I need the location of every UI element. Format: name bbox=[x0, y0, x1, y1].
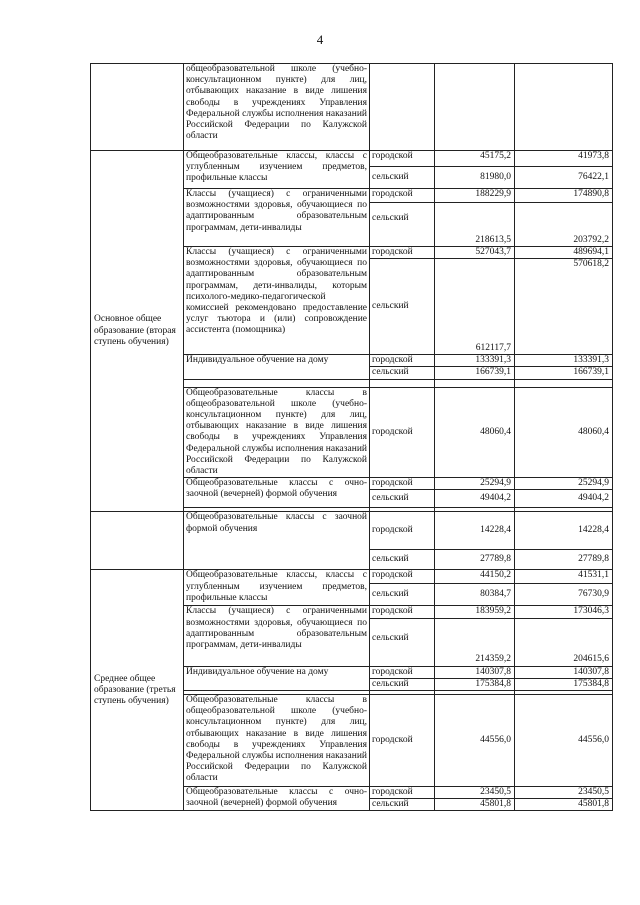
value-cell bbox=[515, 64, 613, 151]
area-cell: сельский bbox=[370, 799, 435, 811]
value-cell: 166739,1 bbox=[515, 367, 613, 379]
description-cell: Общеобразовательные классы с очно-заочной (вечерней) формой обучения bbox=[184, 478, 370, 508]
value-cell bbox=[435, 64, 515, 151]
value-cell: 175384,8 bbox=[435, 678, 515, 690]
area-cell bbox=[370, 64, 435, 151]
area-cell: сельский bbox=[370, 259, 435, 355]
spacer-cell bbox=[435, 379, 515, 387]
value-cell: 80384,7 bbox=[435, 584, 515, 606]
area-cell: сельский bbox=[370, 584, 435, 606]
level-cell-empty bbox=[91, 64, 184, 151]
area-cell: городской bbox=[370, 387, 435, 478]
value-cell: 44556,0 bbox=[435, 695, 515, 787]
value-cell: 612117,7 bbox=[435, 259, 515, 355]
value-cell: 527043,7 bbox=[435, 247, 515, 259]
value-cell: 41531,1 bbox=[515, 570, 613, 584]
area-cell: городской bbox=[370, 151, 435, 167]
area-cell: городской bbox=[370, 570, 435, 584]
area-cell: городской bbox=[370, 189, 435, 203]
area-cell: сельский bbox=[370, 367, 435, 379]
area-cell: городской bbox=[370, 478, 435, 490]
value-cell: 45801,8 bbox=[435, 799, 515, 811]
value-cell: 25294,9 bbox=[435, 478, 515, 490]
value-cell: 23450,5 bbox=[515, 787, 613, 799]
value-cell: 41973,8 bbox=[515, 151, 613, 167]
area-cell: городской bbox=[370, 787, 435, 799]
value-cell: 14228,4 bbox=[515, 512, 613, 550]
value-cell: 166739,1 bbox=[435, 367, 515, 379]
value-cell: 203792,2 bbox=[515, 203, 613, 247]
area-cell: городской bbox=[370, 355, 435, 367]
description-cell: Общеобразовательные классы с заочной формой обучения bbox=[184, 512, 370, 570]
table-row bbox=[91, 151, 613, 167]
value-cell: 45801,8 bbox=[515, 799, 613, 811]
description-cell: общеобразовательной школе (учебно-консультационном пункте) для лиц, отбывающих наказание в виде лишения свободы в учреждениях Управления Федеральной службы исполнения наказаний Российской Федерации по Калужской области bbox=[184, 64, 370, 151]
value-cell: 76422,1 bbox=[515, 167, 613, 189]
level-cell-empty bbox=[91, 512, 184, 570]
cost-norms-table bbox=[90, 63, 613, 811]
value-cell: 23450,5 bbox=[435, 787, 515, 799]
description-cell: Классы (учащиеся) с ограниченными возможностями здоровья, обучающиеся по адаптированным образовательным программам, дети-инвалиды bbox=[184, 189, 370, 247]
value-cell: 49404,2 bbox=[435, 490, 515, 508]
spacer-cell bbox=[370, 379, 435, 387]
description-cell: Индивидуальное обучение на дому bbox=[184, 666, 370, 690]
area-cell: сельский bbox=[370, 678, 435, 690]
spacer-cell bbox=[515, 379, 613, 387]
description-cell: Общеобразовательные классы с очно-заочной (вечерней) формой обучения bbox=[184, 787, 370, 811]
value-cell: 48060,4 bbox=[515, 387, 613, 478]
value-cell: 188229,9 bbox=[435, 189, 515, 203]
value-cell: 489694,1 bbox=[515, 247, 613, 259]
table-row bbox=[91, 570, 613, 584]
description-cell: Общеобразовательные классы в общеобразовательной школе (учебно-консультационном пункте) для лиц, отбывающих наказание в виде лишения свободы в учреждениях Управления Федеральной службы исполнения наказаний Российской Федерации по Калужской области bbox=[184, 695, 370, 787]
value-cell: 81980,0 bbox=[435, 167, 515, 189]
value-cell: 25294,9 bbox=[515, 478, 613, 490]
area-cell: сельский bbox=[370, 550, 435, 570]
page-number: 4 bbox=[316, 32, 324, 47]
value-cell: 14228,4 bbox=[435, 512, 515, 550]
area-cell: городской bbox=[370, 247, 435, 259]
value-cell: 44150,2 bbox=[435, 570, 515, 584]
description-cell: Классы (учащиеся) с ограниченными возможностями здоровья, обучающиеся по адаптированным образовательным программам, дети-инвалиды, которым психолого-медико-педагогической комиссией рекомендовано предоставление услуг тьютора и (или) сопровождение ассистента (помощника) bbox=[184, 247, 370, 355]
area-cell: сельский bbox=[370, 167, 435, 189]
value-cell: 133391,3 bbox=[515, 355, 613, 367]
value-cell: 140307,8 bbox=[515, 666, 613, 678]
table-row bbox=[91, 64, 613, 151]
description-cell: Индивидуальное обучение на дому bbox=[184, 355, 370, 379]
area-cell: городской bbox=[370, 695, 435, 787]
area-cell: городской bbox=[370, 666, 435, 678]
value-cell: 174890,8 bbox=[515, 189, 613, 203]
value-cell: 48060,4 bbox=[435, 387, 515, 478]
spacer-cell bbox=[184, 379, 370, 387]
value-cell: 570618,2 bbox=[515, 259, 613, 355]
value-cell: 44556,0 bbox=[515, 695, 613, 787]
value-cell: 45175,2 bbox=[435, 151, 515, 167]
table-row bbox=[91, 512, 613, 550]
description-cell: Общеобразовательные классы, классы с углубленным изучением предметов, профильные классы bbox=[184, 570, 370, 606]
value-cell: 183959,2 bbox=[435, 606, 515, 618]
description-cell: Общеобразовательные классы в общеобразовательной школе (учебно-консультационном пункте) для лиц, отбывающих наказание в виде лишения свободы в учреждениях Управления Федеральной службы исполнения наказаний Российской Федерации по Калужской области bbox=[184, 387, 370, 478]
value-cell: 204615,6 bbox=[515, 618, 613, 666]
area-cell: городской bbox=[370, 606, 435, 618]
description-cell: Классы (учащиеся) с ограниченными возможностями здоровья, обучающиеся по адаптированным образовательным программам, дети-инвалиды bbox=[184, 606, 370, 666]
education-level-cell: Основное общее образование (вторая ступень обучения) bbox=[91, 151, 184, 512]
education-level-cell: Среднее общее образование (третья ступень обучения) bbox=[91, 570, 184, 811]
area-cell: сельский bbox=[370, 203, 435, 247]
area-cell: городской bbox=[370, 512, 435, 550]
value-cell: 175384,8 bbox=[515, 678, 613, 690]
value-cell: 27789,8 bbox=[435, 550, 515, 570]
value-cell: 214359,2 bbox=[435, 618, 515, 666]
value-cell: 218613,5 bbox=[435, 203, 515, 247]
value-cell: 173046,3 bbox=[515, 606, 613, 618]
description-cell: Общеобразовательные классы, классы с углубленным изучением предметов, профильные классы bbox=[184, 151, 370, 189]
value-cell: 140307,8 bbox=[435, 666, 515, 678]
value-cell: 27789,8 bbox=[515, 550, 613, 570]
value-cell: 76730,9 bbox=[515, 584, 613, 606]
area-cell: сельский bbox=[370, 490, 435, 508]
value-cell: 133391,3 bbox=[435, 355, 515, 367]
area-cell: сельский bbox=[370, 618, 435, 666]
value-cell: 49404,2 bbox=[515, 490, 613, 508]
